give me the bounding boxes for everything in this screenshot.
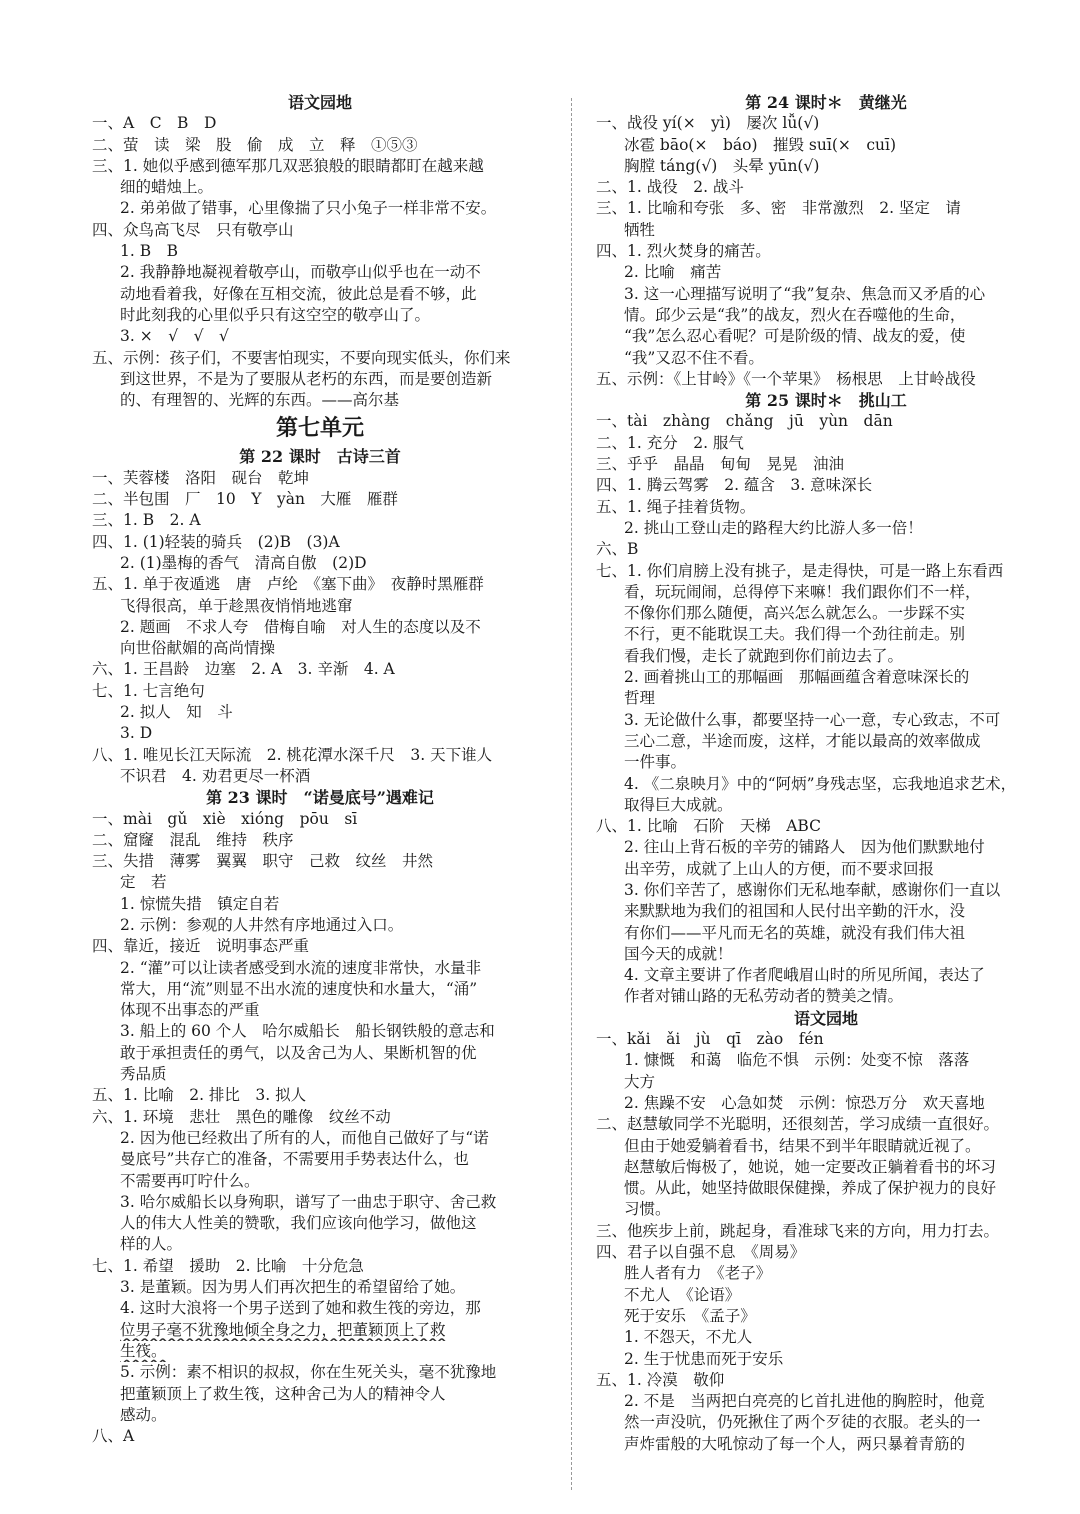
answer-line: 不识君 4. 劝君更尽一杯酒 — [120, 766, 311, 785]
answer-line: 2. 题画 不求人夸 借梅自喻 对人生的态度以及不 — [120, 617, 481, 636]
answer-line: 不需要再叮咛什么。 — [120, 1171, 260, 1190]
answer-line: 五、1. 比喻 2. 排比 3. 拟人 — [92, 1086, 307, 1105]
answer-line: 四、1. 烈火焚身的痛苦。 — [596, 242, 771, 261]
answer-line: 八、1. 比喻 石阶 天梯 ABC — [596, 817, 821, 836]
answer-line: 2. 不是 当两把白亮亮的匕首扎进他的胸腔时，他竟 — [624, 1392, 985, 1411]
answer-line: 习惯。 — [624, 1200, 671, 1219]
answer-line: 到这世界，不是为了要服从老朽的东西，而是要创造新 — [120, 369, 493, 388]
answer-line: 一件事。 — [624, 753, 687, 772]
answer-line: 二、萤 读 梁 股 偷 成 立 释 ①⑤③ — [92, 135, 418, 154]
answer-line: 二、赵慧敏同学不光聪明，还很刻苦，学习成绩一直很好。 — [596, 1115, 1000, 1134]
answer-line: 然一声没吭，仍死揪住了两个歹徒的衣服。老头的一 — [624, 1413, 981, 1432]
answer-line: 体现不出事态的严重 — [120, 1001, 260, 1020]
answer-line: 四、1. (1)轻装的骑兵 (2)B (3)A — [92, 532, 340, 551]
answer-line: 死于安乐 《孟子》 — [624, 1306, 756, 1325]
answer-line: 二、窟窿 混乱 维持 秩序 — [92, 830, 294, 849]
answer-line: 三、1. 比喻和夸张 多、密 非常激烈 2. 坚定 请 — [596, 199, 961, 218]
answer-line: 一、mài gǔ xiè xióng pōu sī — [92, 809, 358, 828]
answer-line: 四、君子以自强不息 《周易》 — [596, 1243, 806, 1262]
answer-line: 大方 — [624, 1072, 656, 1091]
answer-line: 曼底号”共存亡的准备，不需要用手势表达什么，也 — [120, 1150, 469, 1169]
answer-line: 六、1. 王昌龄 边塞 2. A 3. 辛渐 4. A — [92, 660, 395, 679]
answer-line: 三心二意，半途而废，这样，才能以最高的效率做成 — [624, 731, 981, 750]
section-heading: 第 23 课时 “诺曼底号”遇难记 — [206, 788, 434, 808]
answer-line: 六、B — [596, 540, 639, 559]
answer-line: 1. 慷慨 和蔼 临危不惧 示例：处变不惊 落落 — [624, 1051, 970, 1070]
answer-line: 三、1. 她似乎感到德军那几双恶狼般的眼睛都盯在越来越 — [92, 156, 484, 175]
answer-line: 时此刻我的心里似乎只有这空空的敬亭山了。 — [120, 305, 431, 324]
answer-line: 不行，更不能耽误工夫。我们得一个劲往前走。别 — [624, 625, 966, 644]
answer-line: 生筏。 — [120, 1341, 167, 1360]
answer-line: 细的蜡烛上。 — [120, 178, 214, 197]
answer-line: “我”又忍不住不看。 — [624, 348, 764, 367]
answer-line: 3. 船上的 60 个人 哈尔威船长 船长钢铁般的意志和 — [120, 1022, 495, 1041]
answer-line: 三、乎乎 晶晶 甸甸 晃晃 油油 — [596, 455, 845, 474]
section-heading: 语文园地 — [287, 93, 352, 112]
answer-line: 敢于承担责任的勇气，以及舍己为人、果断机智的优 — [120, 1043, 477, 1062]
answer-line: 4. 文章主要讲了作者爬峨眉山时的所见所闻，表达了 — [624, 966, 985, 985]
answer-line: 2. 生于忧患而死于安乐 — [624, 1349, 784, 1368]
answer-line: 取得巨大成就。 — [624, 795, 733, 814]
answer-line: 2. 因为他已经救出了所有的人，而他自己做好了与“诺 — [120, 1128, 489, 1147]
answer-line: 四、1. 腾云驾雾 2. 蕴含 3. 意味深长 — [596, 476, 873, 495]
section-heading: 第 25 课时＊ 挑山工 — [745, 391, 907, 411]
answer-line: 牺牲 — [624, 220, 656, 239]
answer-line: 看我们慢，走长了就跑到你们前边去了。 — [624, 646, 904, 665]
answer-line: 一、战役 yí(× yì) 屡次 lǚ(√) — [596, 114, 820, 133]
answer-line: 秀品质 — [120, 1065, 167, 1084]
answer-line: 五、1. 冷漠 敬仰 — [596, 1370, 725, 1389]
answer-line: 惯。从此，她坚持做眼保健操，养成了保护视力的良好 — [624, 1179, 997, 1198]
answer-line: 向世俗献媚的高尚情操 — [120, 639, 276, 658]
answer-line: 来默默地为我们的祖国和人民付出辛勤的汗水，没 — [624, 902, 966, 921]
answer-line: 有你们——平凡而无名的英雄，就没有我们伟大祖 — [624, 923, 966, 942]
answer-line: 冰雹 bāo(× báo) 摧毁 suī(× cuī) — [624, 135, 897, 154]
answer-line: 5. 示例：素不相识的叔叔，你在生死关头，毫不犹豫地 — [120, 1363, 497, 1382]
answer-line: 的、有理智的、光辉的东西。——高尔基 — [120, 391, 400, 410]
answer-line: 二、1. 充分 2. 服气 — [596, 433, 744, 452]
answer-line: 情。邱少云是“我”的战友，烈火在吞噬他的生命， — [624, 305, 966, 324]
answer-line: 2. 焦躁不安 心急如焚 示例：惊恐万分 欢天喜地 — [624, 1093, 985, 1112]
column-divider — [571, 98, 572, 1490]
answer-line: 二、半包围 厂 10 Y yàn 大雁 雁群 — [92, 490, 398, 509]
answer-line: 五、示例：《上甘岭》《一个苹果》 杨根思 上甘岭战役 — [596, 369, 976, 388]
answer-line: 但由于她爱躺着看书，结果不到半年眼睛就近视了。 — [624, 1136, 981, 1155]
answer-line: 三、1. B 2. A — [92, 511, 201, 530]
answer-line: 八、A — [92, 1427, 135, 1446]
answer-line: 一、A C B D — [92, 114, 217, 133]
answer-line: 四、众鸟高飞尽 只有敬亭山 — [92, 220, 294, 239]
answer-line: 五、1. 绳子挂着货物。 — [596, 497, 756, 516]
answer-line: 一、kǎi ǎi jù qī zào fén — [596, 1030, 824, 1049]
answer-line: 4. 《二泉映月》中的“阿炳”身残志坚，忘我地追求艺术， — [624, 774, 1017, 793]
answer-line: 三、失措 薄雾 翼翼 职守 己救 纹丝 井然 — [92, 852, 434, 871]
answer-line: 2. 我静静地凝视着敬亭山，而敬亭山似乎也在一动不 — [120, 263, 481, 282]
answer-line: 2. 示例：参观的人井然有序地通过入口。 — [120, 915, 404, 934]
right-column — [596, 92, 1056, 1455]
answer-line: 1. 惊慌失措 镇定自若 — [120, 894, 280, 913]
answer-line: 2. 比喻 痛苦 — [624, 263, 722, 282]
answer-line: 八、1. 唯见长江天际流 2. 桃花潭水深千尺 3. 天下谁人 — [92, 745, 493, 764]
section-heading: 第 24 课时＊ 黄继光 — [745, 93, 907, 112]
answer-line: 4. 这时大浪将一个男子送到了她和救生筏的旁边，那 — [120, 1299, 481, 1318]
answer-line: 三、他疾步上前，跳起身，看准球飞来的方向，用力打去。 — [596, 1221, 1000, 1240]
answer-line: 3. 是董颖。因为男人们再次把生的希望留给了她。 — [120, 1278, 466, 1297]
answer-line: 3. 你们辛苦了，感谢你们无私地奉献，感谢你们一直以 — [624, 880, 1001, 899]
answer-line: 不尤人 《论语》 — [624, 1285, 741, 1304]
left-column — [92, 92, 548, 1447]
answer-line: 2. 弟弟做了错事，心里像揣了只小兔子一样非常不安。 — [120, 199, 497, 218]
answer-line: 胜人者有力 《老子》 — [624, 1264, 772, 1283]
answer-line: 样的人。 — [120, 1235, 183, 1254]
answer-line: 定 若 — [120, 873, 167, 892]
answer-line: 出辛劳，成就了上山人的方便，而不要求回报 — [624, 859, 935, 878]
answer-line: 七、1. 希望 援助 2. 比喻 十分危急 — [92, 1256, 364, 1275]
answer-line: 不像你们那么随便，高兴怎么就怎么。一步踩不实 — [624, 604, 966, 623]
answer-line: “我”怎么忍心看呢？可是阶级的情、战友的爱，使 — [624, 327, 966, 346]
answer-line: 看，玩玩闹闹，总得停下来嘛！我们跟你们不一样， — [624, 582, 981, 601]
answer-line: 五、1. 单于夜遁逃 唐 卢纶 《塞下曲》 夜静时黑雁群 — [92, 575, 484, 594]
section-heading: 语文园地 — [793, 1008, 858, 1028]
answer-line: 把董颖顶上了救生筏，这种舍己为人的精神令人 — [120, 1384, 446, 1403]
section-heading: 第 22 课时 古诗三首 — [239, 447, 401, 467]
answer-line: 2. 挑山工登山走的路程大约比游人多一倍！ — [624, 518, 923, 537]
answer-line: 胸膛 táng(√) 头晕 yūn(√) — [624, 156, 820, 175]
answer-line: 声炸雷般的大吼惊动了每一个人，两只暴着青筋的 — [624, 1434, 966, 1453]
answer-line: 二、1. 战役 2. 战斗 — [596, 178, 744, 197]
answer-line: 七、1. 七言绝句 — [92, 681, 205, 700]
answer-line: 位男子毫不犹豫地倾全身之力，把董颖顶上了救 — [120, 1320, 446, 1339]
answer-line: 2. “灌”可以让读者感受到水流的速度非常快，水量非 — [120, 958, 482, 977]
answer-line: 3. × √ √ √ — [120, 327, 229, 346]
answer-line: 3. 这一心理描写说明了“我”复杂、焦急而又矛盾的心 — [624, 284, 986, 303]
answer-line: 五、示例：孩子们，不要害怕现实，不要向现实低头，你们来 — [92, 348, 511, 367]
answer-line: 常大，用“流”则显不出水流的速度快和水量大，“涌” — [120, 979, 478, 998]
answer-line: 3. D — [120, 724, 153, 743]
answer-line: 3. 无论做什么事，都要坚持一心一意，专心致志，不可 — [624, 710, 1001, 729]
answer-line: 2. 拟人 知 斗 — [120, 703, 233, 722]
answer-line: 国今天的成就！ — [624, 944, 733, 963]
answer-line: 感动。 — [120, 1405, 167, 1424]
answer-line: 四、靠近，接近 说明事态严重 — [92, 937, 310, 956]
answer-line: 1. B B — [120, 242, 178, 261]
answer-line: 2. (1)墨梅的香气 清高自傲 (2)D — [120, 553, 367, 572]
answer-line: 2. 往山上背石板的辛劳的铺路人 因为他们默默地付 — [624, 838, 985, 857]
answer-line: 哲理 — [624, 689, 656, 708]
answer-line: 动地看着我，好像在互相交流，彼此总是看不够，此 — [120, 284, 477, 303]
answer-line: 人的伟大人性美的赞歌，我们应该向他学习，做他这 — [120, 1214, 477, 1233]
answer-line: 作者对铺山路的无私劳动者的赞美之情。 — [624, 987, 904, 1006]
section-heading: 第七单元 — [275, 415, 364, 442]
answer-line: 赵慧敏后悔极了，她说，她一定要改正躺着看书的坏习 — [624, 1157, 997, 1176]
answer-line: 一、芙蓉楼 洛阳 砚台 乾坤 — [92, 468, 310, 487]
answer-line: 1. 不怨天，不尤人 — [624, 1328, 753, 1347]
answer-line: 六、1. 环境 悲壮 黑色的雕像 纹丝不动 — [92, 1107, 391, 1126]
answer-line: 七、1. 你们肩膀上没有挑子，是走得快，可是一路上东看西 — [596, 561, 1004, 580]
answer-line: 飞得很高，单于趁黑夜悄悄地逃窜 — [120, 596, 353, 615]
answer-line: 一、tài zhàng chǎng jū yùn dān — [596, 412, 893, 431]
answer-line: 2. 画着挑山工的那幅画 那幅画蕴含着意味深长的 — [624, 668, 970, 687]
answer-line: 3. 哈尔威船长以身殉职，谱写了一曲忠于职守、舍己救 — [120, 1192, 497, 1211]
